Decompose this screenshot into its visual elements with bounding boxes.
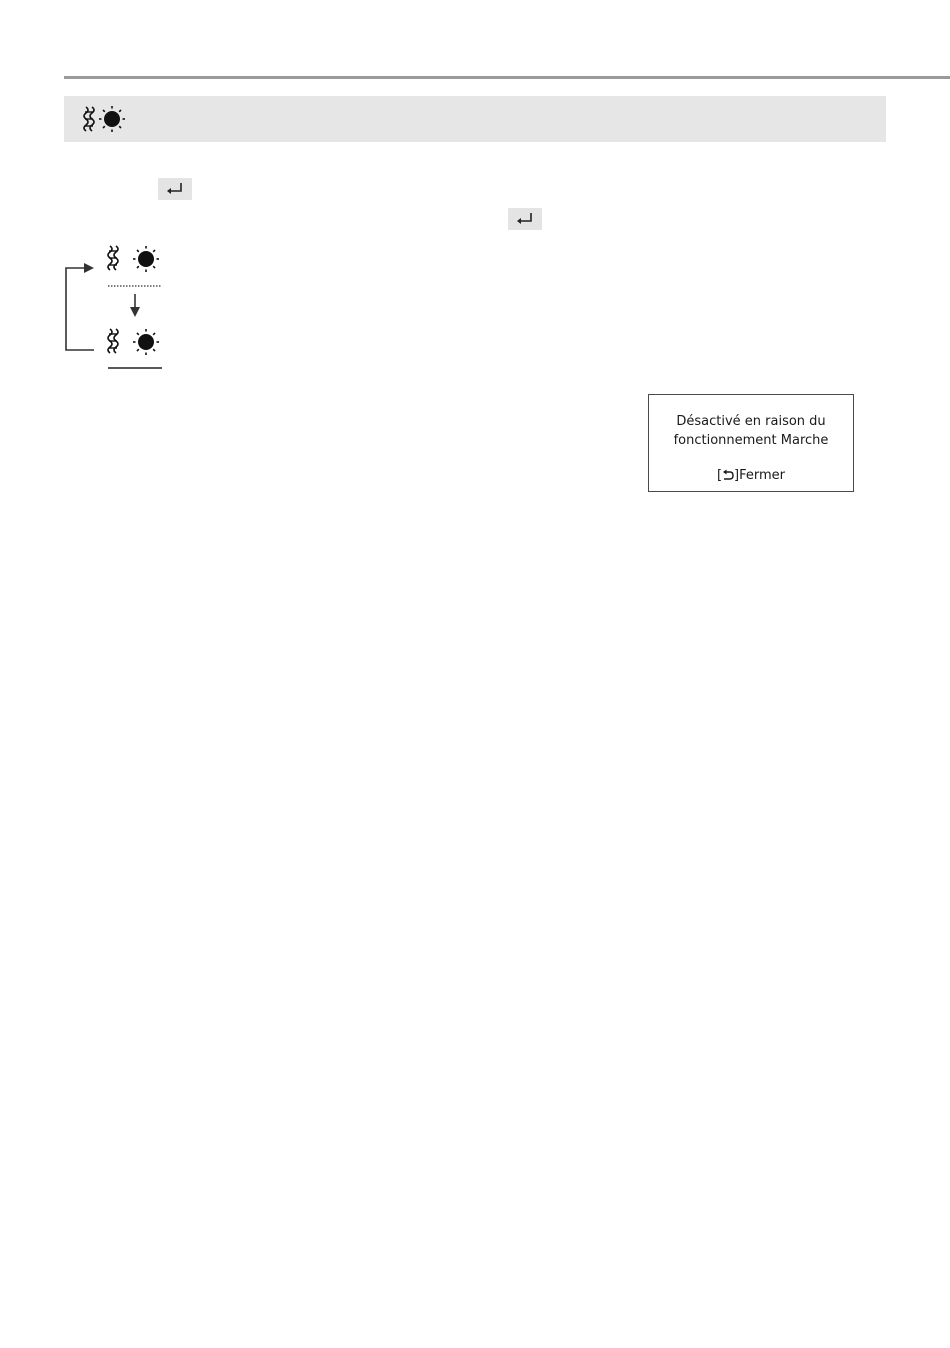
enter-key-icon <box>158 178 192 200</box>
cycle-diagram <box>56 236 186 376</box>
close-button[interactable] <box>649 468 853 486</box>
light-pattern-icon <box>108 329 159 355</box>
light-pattern-icon <box>76 104 128 140</box>
return-icon <box>722 469 734 486</box>
section-header <box>64 96 886 142</box>
enter-key-icon <box>508 208 542 230</box>
disabled-dialog <box>648 394 854 492</box>
top-rule <box>64 76 950 79</box>
close-bracket-open: [ <box>716 468 723 483</box>
dialog-message: Désactivé en raison du fonctionnement Marche <box>673 414 829 448</box>
close-bracket-close: ] <box>734 468 740 483</box>
close-label: Fermer <box>739 468 786 483</box>
light-pattern-icon <box>108 246 159 272</box>
